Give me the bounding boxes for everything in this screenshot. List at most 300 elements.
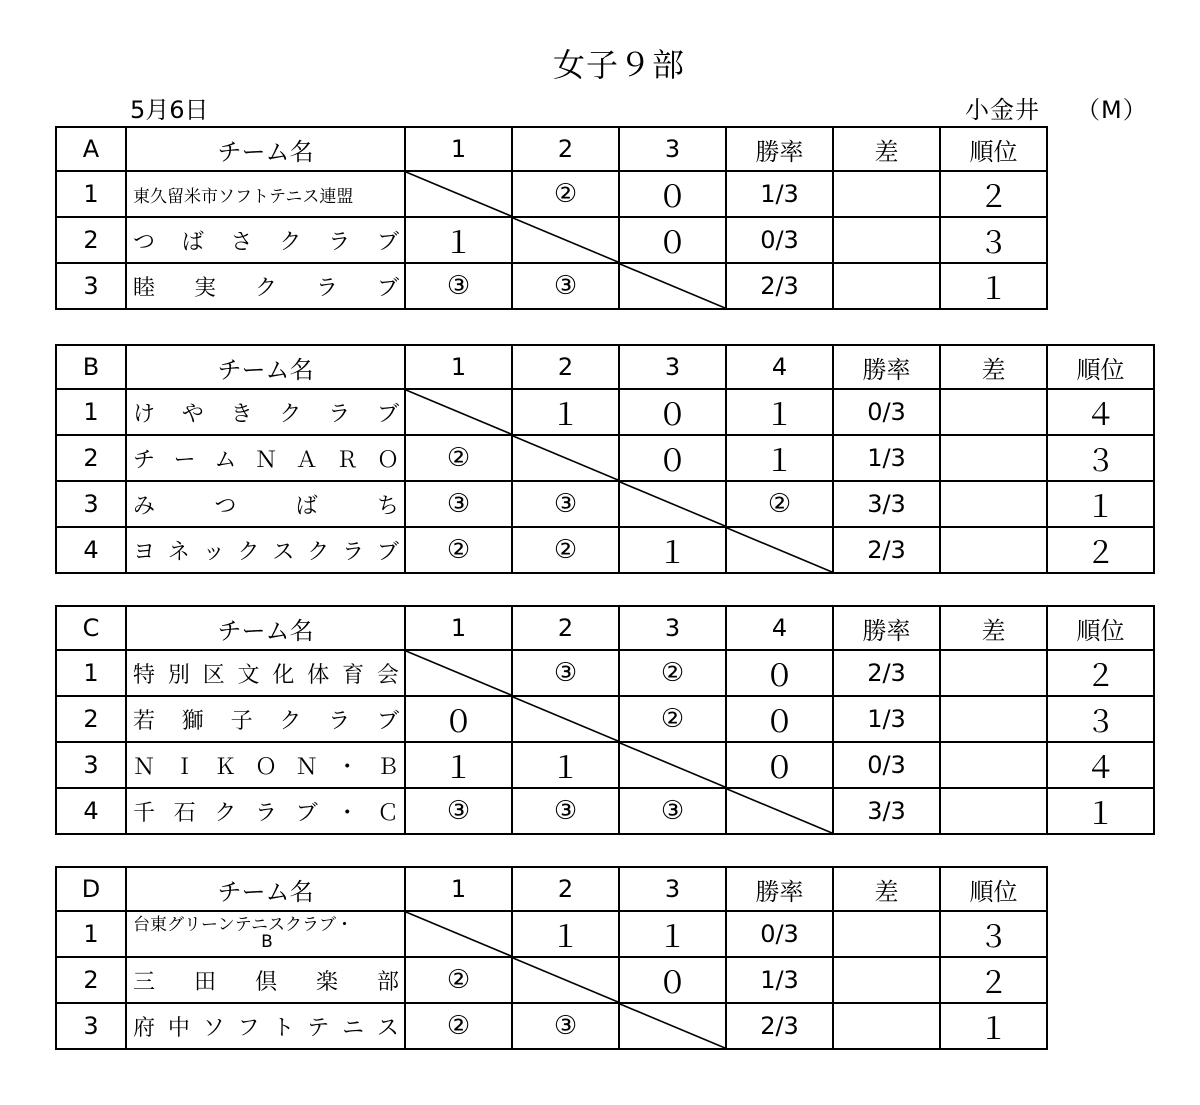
opponent-header: 2	[512, 606, 619, 650]
team-name-char: ラ	[328, 401, 351, 427]
match-date: 5月6日	[130, 96, 209, 124]
team-name-char: ラ	[328, 708, 351, 734]
self-match-cell	[619, 1003, 726, 1049]
team-name-char: ・	[336, 754, 359, 780]
team-name-char: ク	[237, 539, 260, 565]
diagonal-stroke	[620, 482, 725, 526]
difference	[940, 389, 1047, 435]
team-number: 4	[56, 527, 126, 573]
team-name-text	[133, 704, 399, 735]
rank: ２	[1047, 527, 1154, 573]
team-name-char: ラ	[328, 229, 351, 255]
opponent-header: 1	[405, 345, 512, 389]
diagonal-stroke	[727, 789, 832, 833]
team-name-header: チーム名	[126, 127, 405, 171]
team-name-char: ・	[336, 800, 359, 826]
team-name-char: つ	[214, 493, 237, 519]
match-result: ②	[619, 696, 726, 742]
self-match-cell	[726, 527, 833, 573]
opponent-header: 1	[405, 867, 512, 911]
league-table-a	[55, 126, 1048, 310]
table-row	[56, 263, 1047, 309]
win-rate: 0/3	[726, 911, 833, 957]
diagonal-stroke	[513, 218, 618, 262]
team-number: 3	[56, 1003, 126, 1049]
diagonal-stroke	[513, 697, 618, 741]
group-label: C	[56, 606, 126, 650]
team-name-char: 子	[230, 708, 253, 734]
team-name	[126, 171, 405, 217]
team-name-char: 獅	[181, 708, 204, 734]
rank: １	[1047, 788, 1154, 834]
team-name-char: Ｎ	[254, 447, 277, 473]
rank: ２	[940, 957, 1047, 1003]
team-name-text	[133, 271, 399, 302]
team-name-char: チ	[133, 447, 156, 473]
diagonal-line	[406, 390, 511, 434]
diagonal-line	[513, 697, 618, 741]
self-match-cell	[405, 650, 512, 696]
table-row	[56, 217, 1047, 263]
team-name	[126, 650, 405, 696]
team-name	[126, 742, 405, 788]
team-name-char: ラ	[254, 800, 277, 826]
team-name-char: き	[230, 401, 253, 427]
team-name-char: 特	[133, 662, 156, 688]
team-name-char: 化	[272, 662, 295, 688]
team-name-header: チーム名	[126, 867, 405, 911]
team-name-char: フ	[237, 1015, 260, 1041]
self-match-cell	[405, 911, 512, 957]
team-number: 1	[56, 389, 126, 435]
diagonal-line	[406, 651, 511, 695]
win-rate: 1/3	[726, 957, 833, 1003]
team-name-text	[133, 965, 399, 996]
team-name	[126, 911, 405, 957]
table-row	[56, 696, 1154, 742]
team-name-char: ブ	[376, 229, 399, 255]
rank-header: 順位	[940, 127, 1047, 171]
win-rate-header: 勝率	[726, 127, 833, 171]
team-name	[126, 1003, 405, 1049]
team-name-char: ラ	[315, 275, 338, 301]
win-rate-header: 勝率	[833, 606, 940, 650]
team-name-line: 台東グリーンテニスクラブ・	[133, 915, 353, 935]
table-row	[56, 742, 1154, 788]
group-label: D	[56, 867, 126, 911]
team-name-text	[133, 750, 399, 781]
team-name-char: つ	[133, 229, 156, 255]
self-match-cell	[512, 435, 619, 481]
team-name-char: Ｒ	[336, 447, 359, 473]
team-name-char: テ	[307, 1015, 330, 1041]
rank: ３	[1047, 435, 1154, 481]
rank-header: 順位	[940, 867, 1047, 911]
match-result: ０	[405, 696, 512, 742]
team-number: 2	[56, 957, 126, 1003]
match-result: １	[405, 217, 512, 263]
team-name-char: さ	[230, 229, 253, 255]
team-name-char: 区	[202, 662, 225, 688]
team-name-char: ク	[279, 401, 302, 427]
table-header-row	[56, 606, 1154, 650]
team-name-char: ヨ	[133, 539, 156, 565]
team-name-char: 石	[173, 800, 196, 826]
team-name-char: 中	[167, 1015, 190, 1041]
win-rate: 1/3	[833, 435, 940, 481]
team-name-char: 睦	[133, 275, 156, 301]
table-row	[56, 650, 1154, 696]
team-name-char: Ｃ	[376, 800, 399, 826]
diagonal-line	[406, 172, 511, 216]
league-table-d	[55, 866, 1048, 1050]
team-number: 2	[56, 696, 126, 742]
difference	[940, 435, 1047, 481]
win-rate: 3/3	[833, 481, 940, 527]
team-number: 1	[56, 911, 126, 957]
match-result: ③	[512, 788, 619, 834]
team-number: 2	[56, 435, 126, 481]
team-name	[126, 696, 405, 742]
team-name-char: 三	[133, 969, 156, 995]
rank: １	[940, 263, 1047, 309]
diagonal-line	[620, 482, 725, 526]
diagonal-line	[513, 958, 618, 1002]
diagonal-line	[406, 912, 511, 956]
opponent-header: 4	[726, 345, 833, 389]
team-name-char: 千	[133, 800, 156, 826]
match-result: ②	[405, 957, 512, 1003]
team-name-char: ブ	[376, 708, 399, 734]
diagonal-line	[620, 264, 725, 308]
win-rate: 2/3	[833, 650, 940, 696]
team-name-char: ニ	[342, 1015, 365, 1041]
court-label: （M）	[1076, 96, 1148, 124]
diagonal-stroke	[727, 528, 832, 572]
team-name-char: Ｎ	[295, 754, 318, 780]
diagonal-line	[727, 528, 832, 572]
team-name-text	[133, 1011, 399, 1042]
team-name-char: 府	[133, 1015, 156, 1041]
team-name-char: ブ	[295, 800, 318, 826]
team-name-header: チーム名	[126, 606, 405, 650]
self-match-cell	[405, 389, 512, 435]
team-name-char: 育	[342, 662, 365, 688]
self-match-cell	[619, 263, 726, 309]
opponent-header: 3	[619, 345, 726, 389]
difference-header: 差	[940, 345, 1047, 389]
match-result: ②	[405, 435, 512, 481]
team-name-char: け	[133, 401, 156, 427]
diagonal-line	[620, 1004, 725, 1048]
opponent-header: 1	[405, 127, 512, 171]
difference-header: 差	[940, 606, 1047, 650]
match-result: ０	[619, 217, 726, 263]
team-number: 4	[56, 788, 126, 834]
team-name-char: ラ	[342, 539, 365, 565]
match-result: ③	[512, 481, 619, 527]
win-rate: 0/3	[833, 389, 940, 435]
team-number: 3	[56, 742, 126, 788]
rank: ３	[1047, 696, 1154, 742]
rank: ２	[940, 171, 1047, 217]
page-title: 女子９部	[552, 46, 685, 84]
match-result: ③	[405, 263, 512, 309]
group-label: B	[56, 345, 126, 389]
team-name	[126, 435, 405, 481]
rank: １	[1047, 481, 1154, 527]
team-name-char: Ｂ	[376, 754, 399, 780]
table-row	[56, 389, 1154, 435]
opponent-header: 1	[405, 606, 512, 650]
team-name-text	[133, 535, 399, 566]
match-result: １	[512, 389, 619, 435]
team-name-char: Ｉ	[173, 754, 196, 780]
team-name-char: ー	[173, 447, 196, 473]
team-name-text	[133, 489, 399, 520]
team-name-char: 若	[133, 708, 156, 734]
diagonal-stroke	[513, 958, 618, 1002]
team-name-char: ク	[279, 708, 302, 734]
table-row	[56, 435, 1154, 481]
self-match-cell	[512, 957, 619, 1003]
team-name-char: み	[133, 493, 156, 519]
league-table-c	[55, 605, 1155, 835]
team-name-text	[133, 443, 399, 474]
table-row	[56, 1003, 1047, 1049]
team-name-char: Ｋ	[214, 754, 237, 780]
opponent-header: 3	[619, 127, 726, 171]
team-name-char: ソ	[202, 1015, 225, 1041]
win-rate: 0/3	[726, 217, 833, 263]
team-name-char: ム	[214, 447, 237, 473]
win-rate-header: 勝率	[833, 345, 940, 389]
difference	[940, 650, 1047, 696]
rank: ４	[1047, 389, 1154, 435]
match-result: １	[512, 911, 619, 957]
self-match-cell	[405, 171, 512, 217]
team-name-char: ッ	[202, 539, 225, 565]
team-name-char: 実	[193, 275, 216, 301]
match-result: ②	[405, 1003, 512, 1049]
diagonal-stroke	[406, 172, 511, 216]
match-result: ②	[512, 527, 619, 573]
team-number: 1	[56, 650, 126, 696]
team-name	[126, 263, 405, 309]
team-name-char: ク	[214, 800, 237, 826]
table-row	[56, 481, 1154, 527]
team-name-char: や	[181, 401, 204, 427]
rank: ３	[940, 911, 1047, 957]
team-name-char: 倶	[254, 969, 277, 995]
opponent-header: 4	[726, 606, 833, 650]
team-name-char: Ｎ	[133, 754, 156, 780]
match-result: １	[726, 435, 833, 481]
win-rate: 1/3	[726, 171, 833, 217]
match-result: ③	[619, 788, 726, 834]
match-result: ②	[619, 650, 726, 696]
team-number: 3	[56, 263, 126, 309]
difference-header: 差	[833, 867, 940, 911]
rank-header: 順位	[1047, 606, 1154, 650]
self-match-cell	[726, 788, 833, 834]
match-result: ０	[619, 957, 726, 1003]
match-result: ０	[619, 171, 726, 217]
match-result: ０	[619, 435, 726, 481]
team-name-char: Ｏ	[376, 447, 399, 473]
team-name-char: ば	[295, 493, 318, 519]
table-header-row	[56, 867, 1047, 911]
team-name-char: ネ	[167, 539, 190, 565]
match-result: ０	[726, 650, 833, 696]
team-name-header: チーム名	[126, 345, 405, 389]
team-name-char: 別	[167, 662, 190, 688]
win-rate: 2/3	[726, 263, 833, 309]
opponent-header: 3	[619, 606, 726, 650]
table-row	[56, 911, 1047, 957]
difference	[833, 263, 940, 309]
team-name	[126, 527, 405, 573]
match-result: ③	[405, 788, 512, 834]
rank: ４	[1047, 742, 1154, 788]
difference	[940, 481, 1047, 527]
match-result: １	[619, 911, 726, 957]
table-row	[56, 171, 1047, 217]
difference	[940, 788, 1047, 834]
league-table-b	[55, 344, 1155, 574]
rank-header: 順位	[1047, 345, 1154, 389]
difference	[940, 527, 1047, 573]
team-name-char: Ａ	[295, 447, 318, 473]
team-name-char: ト	[272, 1015, 295, 1041]
diagonal-stroke	[406, 912, 511, 956]
diagonal-stroke	[620, 264, 725, 308]
self-match-cell	[619, 742, 726, 788]
venue	[965, 90, 1148, 125]
table-header-row	[56, 345, 1154, 389]
self-match-cell	[619, 481, 726, 527]
match-result: １	[726, 389, 833, 435]
diagonal-stroke	[406, 390, 511, 434]
venue-name: 小金井	[965, 96, 1040, 124]
win-rate: 1/3	[833, 696, 940, 742]
team-name-char: 田	[193, 969, 216, 995]
team-name-char: 文	[237, 662, 260, 688]
team-name-text	[133, 658, 399, 689]
match-result: ０	[726, 742, 833, 788]
match-result: ③	[512, 263, 619, 309]
team-number: 1	[56, 171, 126, 217]
diagonal-line	[513, 436, 618, 480]
team-name-text	[133, 182, 399, 207]
rank: ２	[1047, 650, 1154, 696]
win-rate: 2/3	[726, 1003, 833, 1049]
opponent-header: 2	[512, 345, 619, 389]
self-match-cell	[512, 696, 619, 742]
team-name	[126, 389, 405, 435]
opponent-header: 2	[512, 127, 619, 171]
diagonal-line	[513, 218, 618, 262]
team-number: 2	[56, 217, 126, 263]
win-rate: 0/3	[833, 742, 940, 788]
match-result: ０	[726, 696, 833, 742]
team-name-char: 体	[307, 662, 330, 688]
team-name	[126, 481, 405, 527]
difference	[833, 957, 940, 1003]
match-result: ③	[405, 481, 512, 527]
team-name-char: ク	[307, 539, 330, 565]
diagonal-line	[727, 789, 832, 833]
team-name-text	[133, 397, 399, 428]
match-result: ②	[726, 481, 833, 527]
team-name-char: ブ	[376, 401, 399, 427]
match-result: １	[405, 742, 512, 788]
table-row	[56, 788, 1154, 834]
team-name-line: B	[261, 932, 273, 952]
win-rate: 2/3	[833, 527, 940, 573]
team-name	[126, 957, 405, 1003]
team-name-text	[133, 225, 399, 256]
difference	[833, 217, 940, 263]
rank: ３	[940, 217, 1047, 263]
opponent-header: 2	[512, 867, 619, 911]
opponent-header: 3	[619, 867, 726, 911]
team-name-char: ち	[376, 493, 399, 519]
match-result: １	[619, 527, 726, 573]
team-name-char: 会	[376, 662, 399, 688]
difference	[833, 1003, 940, 1049]
diagonal-line	[620, 743, 725, 787]
diagonal-stroke	[620, 743, 725, 787]
diagonal-stroke	[513, 436, 618, 480]
difference-header: 差	[833, 127, 940, 171]
match-result: ０	[619, 389, 726, 435]
team-name-char: Ｏ	[254, 754, 277, 780]
win-rate: 3/3	[833, 788, 940, 834]
table-row	[56, 957, 1047, 1003]
team-name	[126, 788, 405, 834]
difference	[833, 171, 940, 217]
match-result: ②	[512, 171, 619, 217]
match-result: ③	[512, 1003, 619, 1049]
difference	[940, 696, 1047, 742]
rank: １	[940, 1003, 1047, 1049]
team-name-char: 東久留米市ソフトテニス連盟	[133, 186, 354, 207]
team-name-char: ク	[254, 275, 277, 301]
table-row	[56, 527, 1154, 573]
team-name-char: ス	[272, 539, 295, 565]
match-result: ③	[512, 650, 619, 696]
diagonal-stroke	[620, 1004, 725, 1048]
team-name-char: ブ	[376, 539, 399, 565]
team-name-char: ク	[279, 229, 302, 255]
win-rate-header: 勝率	[726, 867, 833, 911]
team-name-char: ス	[376, 1015, 399, 1041]
table-header-row	[56, 127, 1047, 171]
team-name-char: ば	[181, 229, 204, 255]
team-name	[126, 217, 405, 263]
team-name-char: ブ	[376, 275, 399, 301]
match-result: ②	[405, 527, 512, 573]
difference	[833, 911, 940, 957]
group-label: A	[56, 127, 126, 171]
team-name-char: 楽	[315, 969, 338, 995]
match-result: １	[512, 742, 619, 788]
difference	[940, 742, 1047, 788]
team-name-text	[133, 796, 399, 827]
diagonal-stroke	[406, 651, 511, 695]
team-name-char: 部	[376, 969, 399, 995]
